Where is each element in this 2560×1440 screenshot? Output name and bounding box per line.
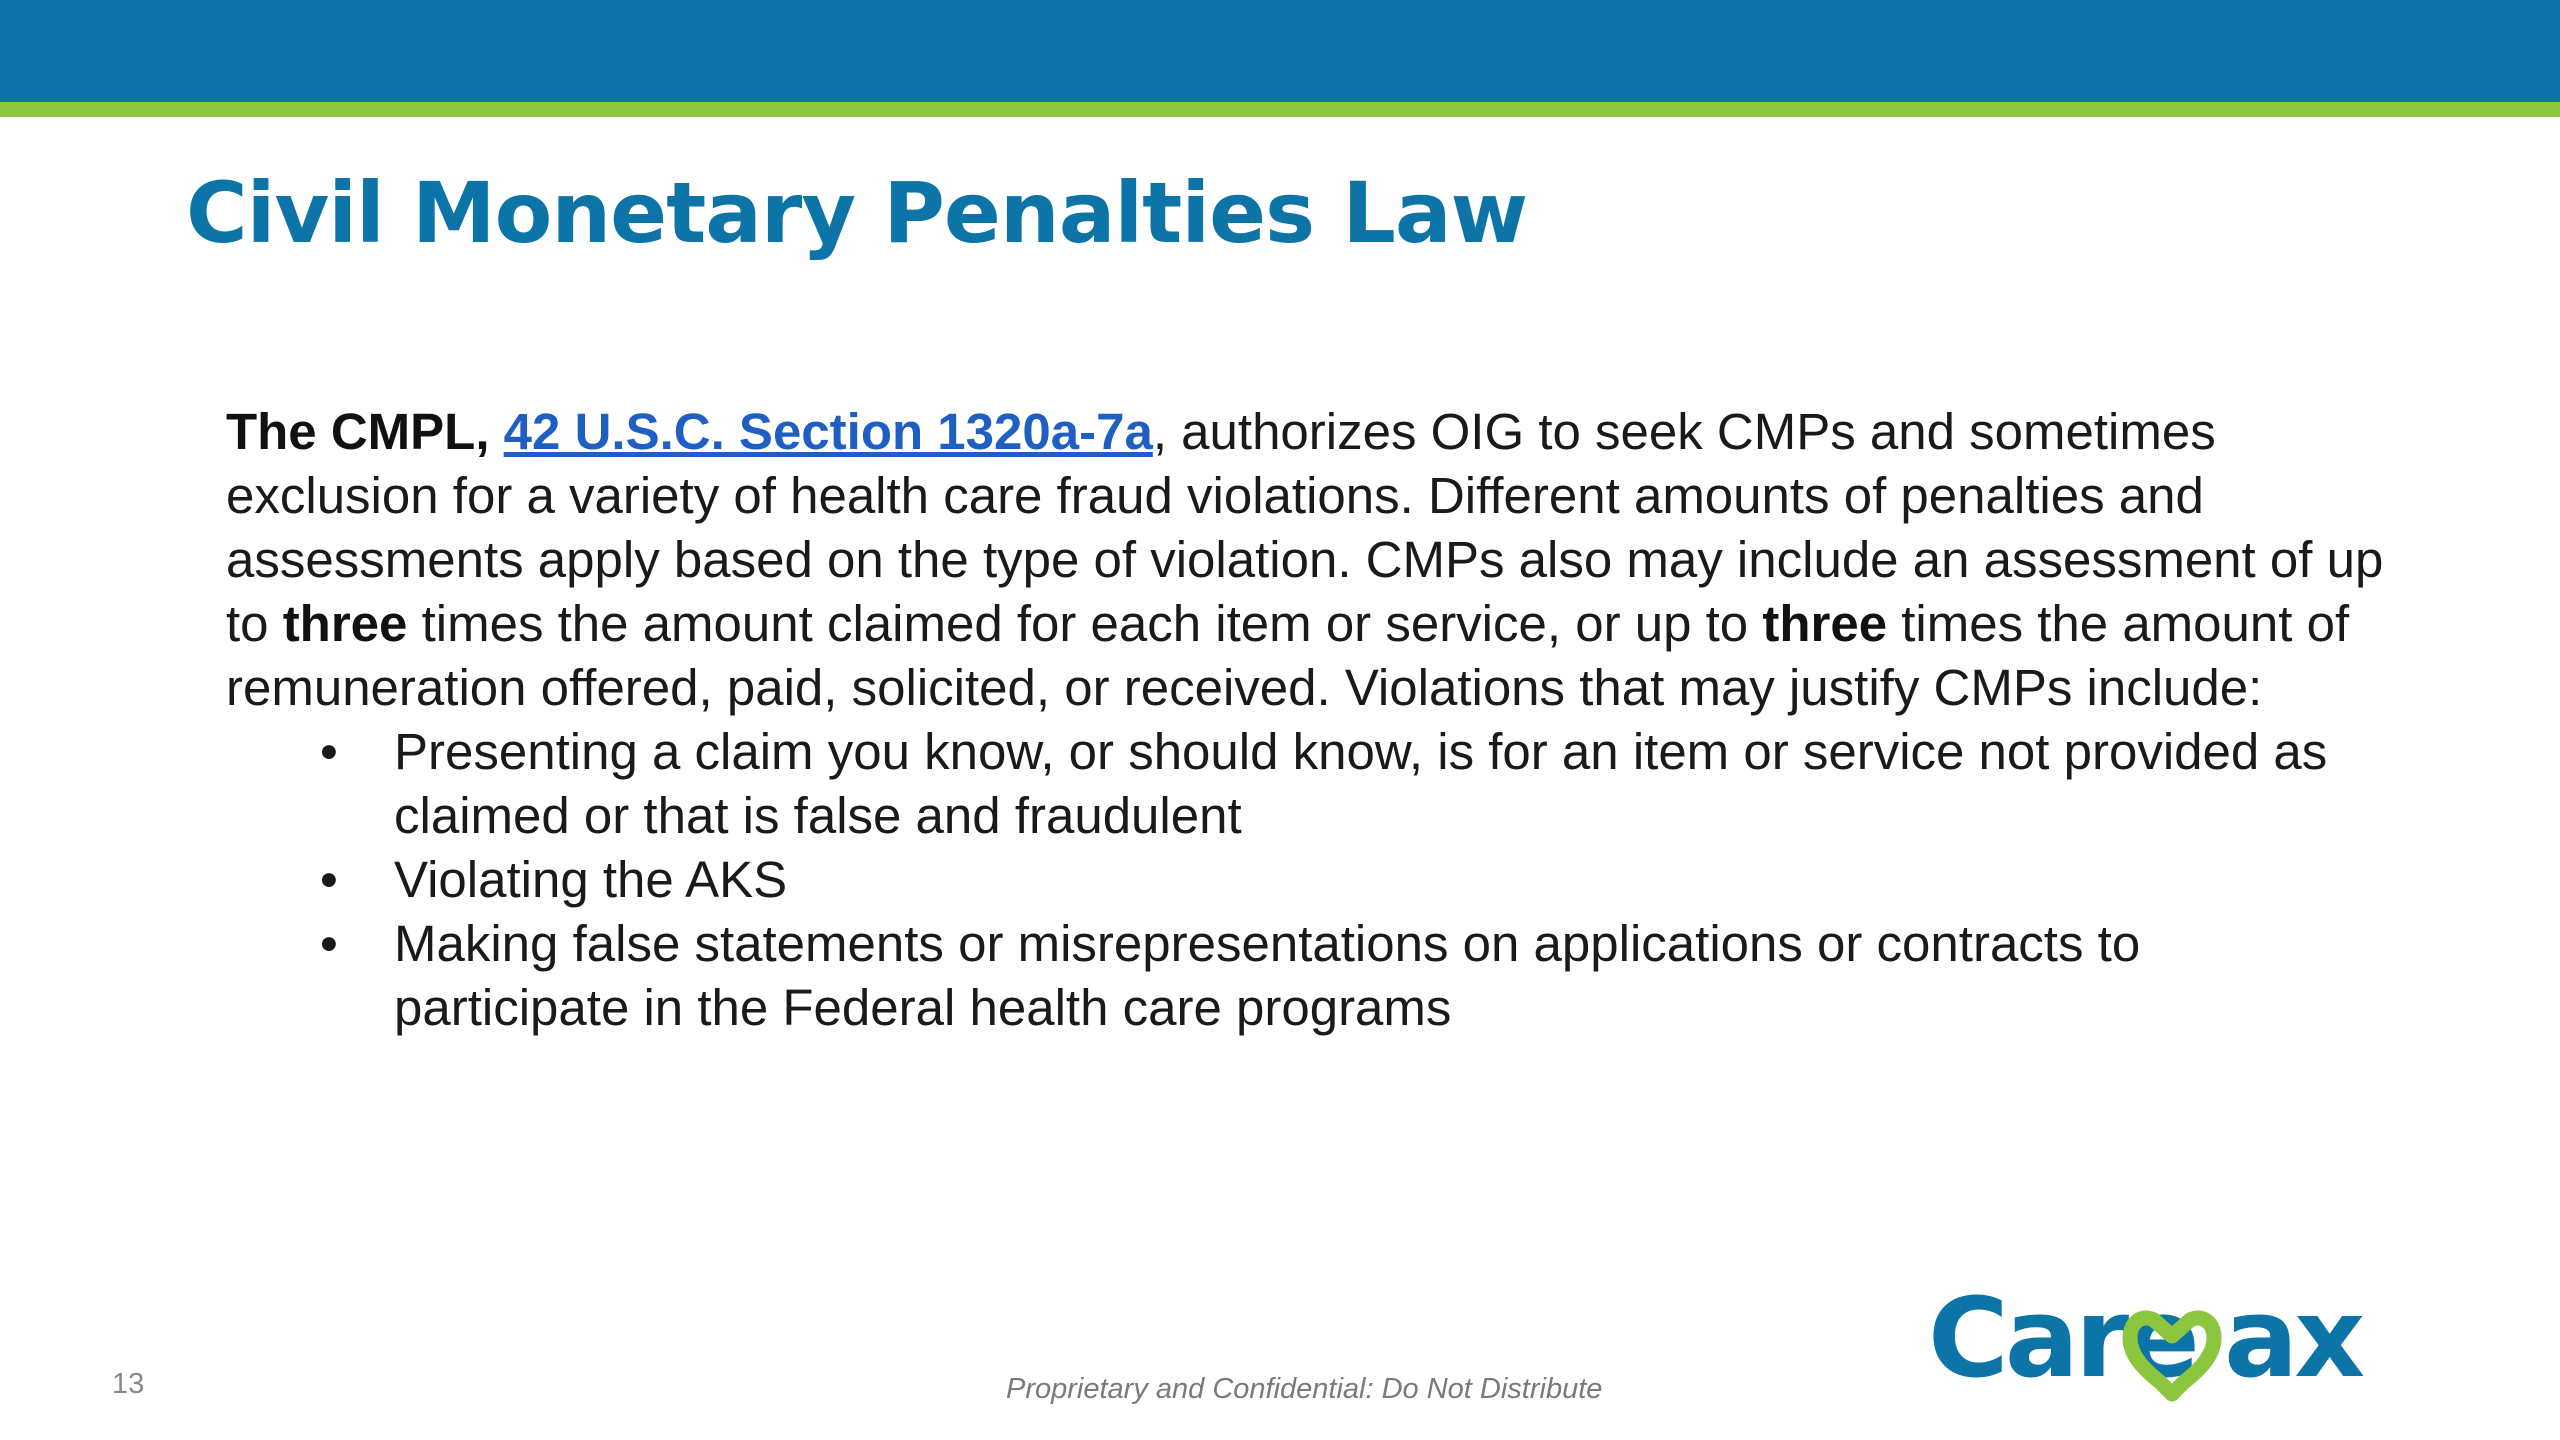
list-item-text: Violating the AKS [394, 851, 788, 908]
logo-text-left: Care [1928, 1276, 2196, 1402]
bullet-icon: • [320, 723, 338, 780]
list-item-text: Making false statements or misrepresentations on applications or contracts to participate in the Federal health care programs [394, 915, 2141, 1036]
list-item [226, 848, 2386, 912]
body-text-segment: times the amount claimed for each item or service, or up to [407, 595, 1763, 652]
body-text-segment: times the amount of remuneration offered, paid, solicited, or received. Violations that may justify CMPs include: [226, 595, 2350, 716]
header-band [0, 0, 2560, 102]
bullet-icon: • [320, 851, 338, 908]
body-paragraph [226, 400, 2386, 720]
violations-list [226, 720, 2386, 1040]
list-item [226, 720, 2386, 848]
body-text-segment: , authorizes OIG to seek CMPs and sometimes exclusion for a variety of health care fraud violations. Different amounts of penalties and assessments apply based on the type of violation. CMPs also may include an assessment of up to [226, 403, 2384, 652]
list-item-text: Presenting a claim you know, or should know, is for an item or service not provided as claimed or that is false and fraudulent [394, 723, 2328, 844]
slide-body [226, 400, 2386, 1040]
logo-text-right: ax [2224, 1276, 2362, 1402]
statute-link[interactable]: 42 U.S.C. Section 1320a-7a [503, 403, 1153, 460]
bullet-icon: • [320, 915, 338, 972]
slide-title: Civil Monetary Penalties Law [186, 164, 1528, 262]
header-accent-line [0, 102, 2560, 117]
intro-bold-text: The CMPL, [226, 403, 490, 460]
emphasis-text: three [1762, 595, 1888, 652]
list-item [226, 912, 2386, 1040]
emphasis-text: three [282, 595, 408, 652]
page-number: 13 [112, 1368, 145, 1400]
caremax-logo [1924, 1276, 2404, 1416]
confidentiality-footer: Proprietary and Confidential: Do Not Distribute [1006, 1373, 1603, 1405]
